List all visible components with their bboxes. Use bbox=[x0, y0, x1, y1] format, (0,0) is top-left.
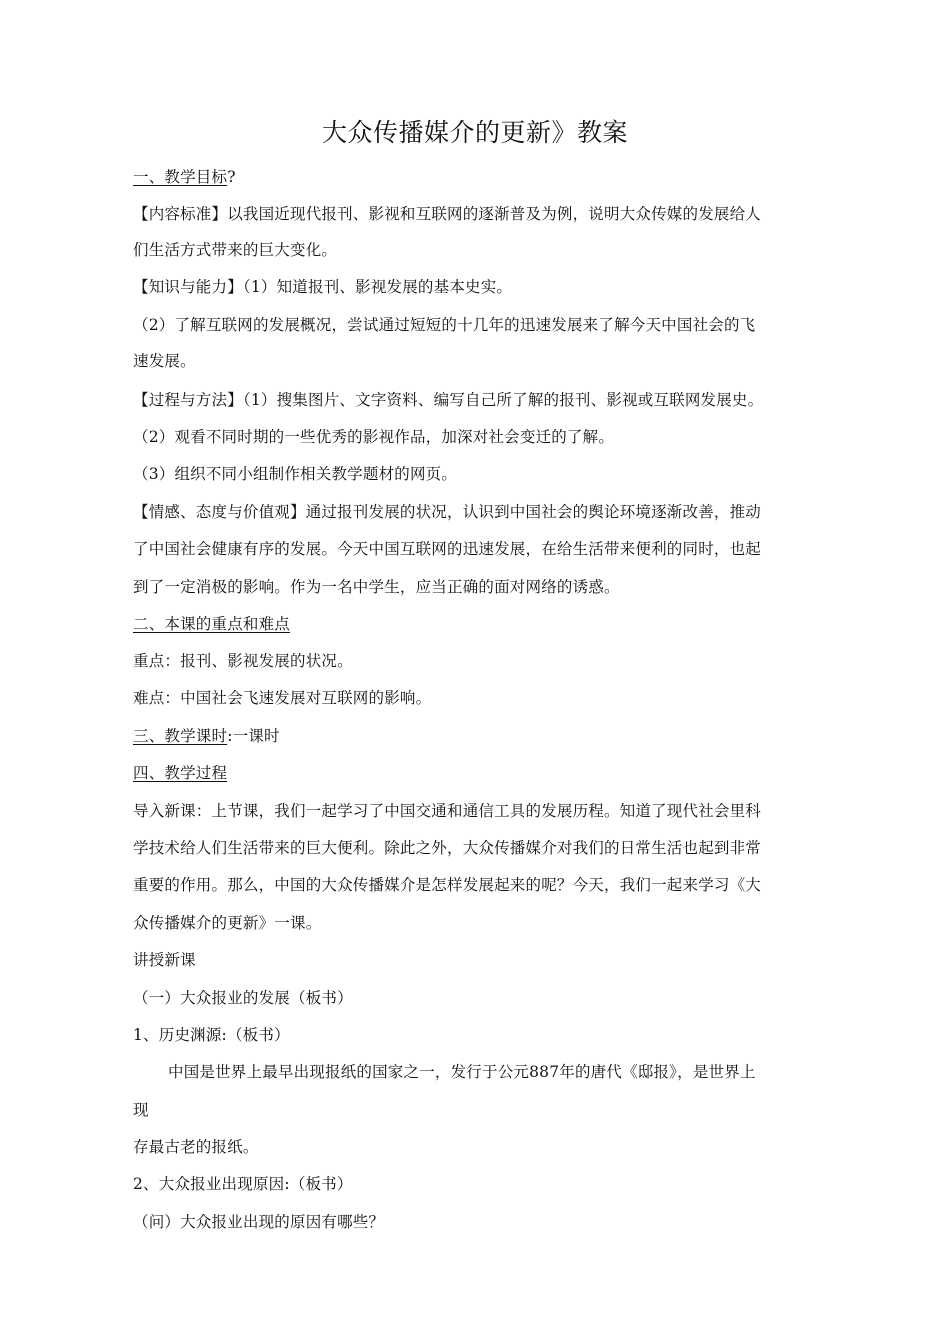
paragraph-line: （2）观看不同时期的一些优秀的影视作品，加深对社会变迁的了解。 bbox=[133, 428, 615, 446]
paragraph-line: 重点：报刊、影视发展的状况。 bbox=[133, 652, 353, 670]
section-heading-class-hours bbox=[133, 725, 833, 747]
paragraph-line: （问）大众报业出现的原因有哪些？ bbox=[133, 1213, 385, 1231]
section-heading-goals bbox=[133, 166, 833, 188]
paragraph-line: 难点：中国社会飞速发展对互联网的影响。 bbox=[133, 689, 432, 707]
paragraph-line: 学技术给人们生活带来的巨大便利。除此之外，大众传播媒介对我们的日常生活也起到非常 bbox=[133, 839, 762, 857]
paragraph-line: 讲授新课 bbox=[133, 951, 196, 969]
paragraph-line: 1、历史渊源:（板书） bbox=[133, 1026, 290, 1044]
paragraph-line: 众传播媒介的更新》一课。 bbox=[133, 914, 322, 932]
paragraph-line: 【内容标准】以我国近现代报刊、影视和互联网的逐渐普及为例，说明大众传媒的发展给人 bbox=[133, 205, 762, 223]
section-heading-key-points bbox=[133, 613, 833, 635]
paragraph-line: （3）组织不同小组制作相关教学题材的网页。 bbox=[133, 465, 458, 483]
paragraph-line: 【过程与方法】（1）搜集图片、文字资料、编写自己所了解的报刊、影视或互联网发展史。 bbox=[133, 391, 764, 409]
heading-text: 三、教学课时 bbox=[133, 727, 228, 745]
paragraph-line: 2、大众报业出现原因:（板书） bbox=[133, 1175, 353, 1193]
section-heading-process bbox=[133, 762, 833, 784]
paragraph-line: 了中国社会健康有序的发展。今天中国互联网的迅速发展，在给生活带来便利的同时，也起 bbox=[133, 540, 762, 558]
paragraph-line: 们生活方式带来的巨大变化。 bbox=[133, 241, 338, 259]
paragraph-line: 导入新课：上节课，我们一起学习了中国交通和通信工具的发展历程。知道了现代社会里科 bbox=[133, 802, 762, 820]
paragraph-line: 存最古老的报纸。 bbox=[133, 1138, 259, 1156]
paragraph-line: 【情感、态度与价值观】通过报刊发展的状况，认识到中国社会的舆论环境逐渐改善，推动 bbox=[133, 503, 762, 521]
paragraph-line: （一）大众报业的发展（板书） bbox=[133, 989, 353, 1007]
paragraph-line: （2）了解互联网的发展概况，尝试通过短短的十几年的迅速发展来了解今天中国社会的飞 bbox=[133, 316, 756, 334]
paragraph-line: 中国是世界上最早出现报纸的国家之一，发行于公元887年的唐代《邸报》，是世界上 bbox=[168, 1063, 756, 1081]
paragraph-line: 到了一定消极的影响。作为一名中学生，应当正确的面对网络的诱惑。 bbox=[133, 578, 620, 596]
document-title: 大众传播媒介的更新》教案 bbox=[321, 118, 628, 147]
paragraph-line: 速发展。 bbox=[133, 352, 196, 370]
paragraph-line: 现 bbox=[133, 1101, 149, 1119]
paragraph-line: 重要的作用。那么，中国的大众传播媒介是怎样发展起来的呢？今天，我们一起来学习《大 bbox=[133, 876, 762, 894]
heading-text: 一、教学目标 bbox=[133, 168, 228, 186]
heading-text: 二、本课的重点和难点 bbox=[133, 615, 291, 633]
heading-suffix: :一课时 bbox=[227, 727, 280, 745]
paragraph-line: 【知识与能力】（1）知道报刊、影视发展的基本史实。 bbox=[133, 278, 513, 296]
heading-suffix: ? bbox=[227, 168, 236, 186]
heading-text: 四、教学过程 bbox=[133, 764, 228, 782]
